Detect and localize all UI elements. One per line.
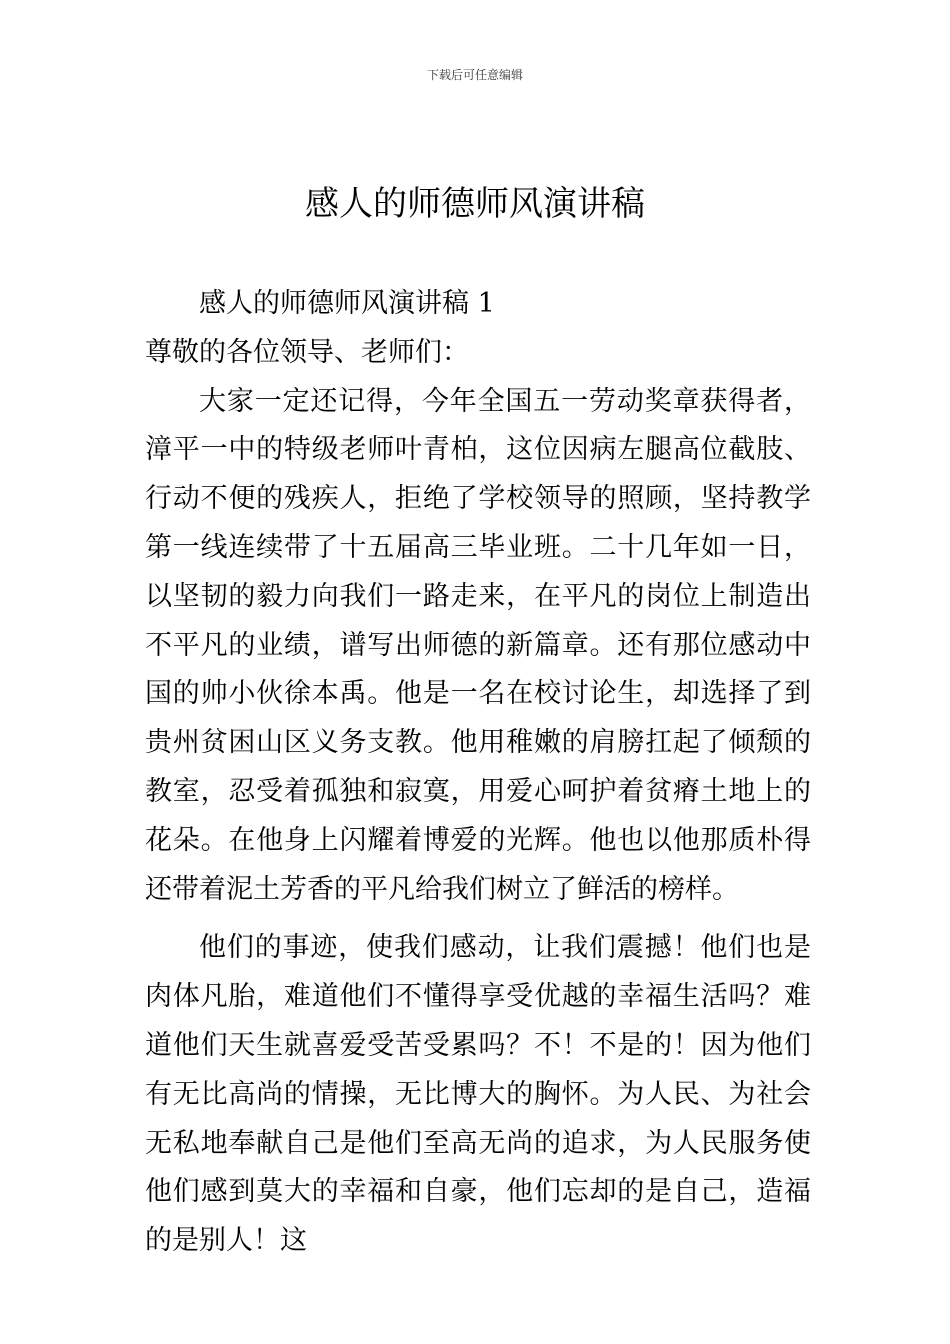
section-subtitle: 感人的师德师风演讲稿 1 bbox=[199, 288, 495, 319]
document-body bbox=[145, 280, 811, 1266]
paragraph: 大家一定还记得，今年全国五一劳动奖章获得者，漳平一中的特级老师叶青柏，这位因病左腿高位截肢、行动不便的残疾人，拒绝了学校领导的照顾，坚持教学第一线连续带了十五届高三毕业班。二十几年如一日，以坚韧的毅力向我们一路走来，在平凡的岗位上制造出不平凡的业绩，谱写出师德的新篇章。还有那位感动中国的帅小伙徐本禹。他是一名在校讨论生，却选择了到贵州贫困山区义务支教。他用稚嫩的肩膀扛起了倾颓的教室，忍受着孤独和寂寞，用爱心呵护着贫瘠土地上的花朵。在他身上闪耀着博爱的光辉。他也以他那质朴得还带着泥土芳香的平凡给我们树立了鲜活的榜样。 bbox=[145, 385, 811, 905]
salutation: 尊敬的各位领导、老师们： bbox=[145, 336, 469, 368]
header-note: 下载后可任意编辑 bbox=[426, 68, 523, 82]
document-title: 感人的师德师风演讲稿 bbox=[305, 184, 645, 224]
paragraph: 他们的事迹，使我们感动，让我们震撼！他们也是肉体凡胎，难道他们不懂得享受优越的幸福生活吗？难道他们天生就喜爱受苦受累吗？不！不是的！因为他们有无比高尚的情操，无比博大的胸怀。为人民、为社会无私地奉献自己是他们至高无尚的追求，为人民服务使他们感到莫大的幸福和自豪，他们忘却的是自己，造福的是别人！这 bbox=[145, 932, 811, 1257]
